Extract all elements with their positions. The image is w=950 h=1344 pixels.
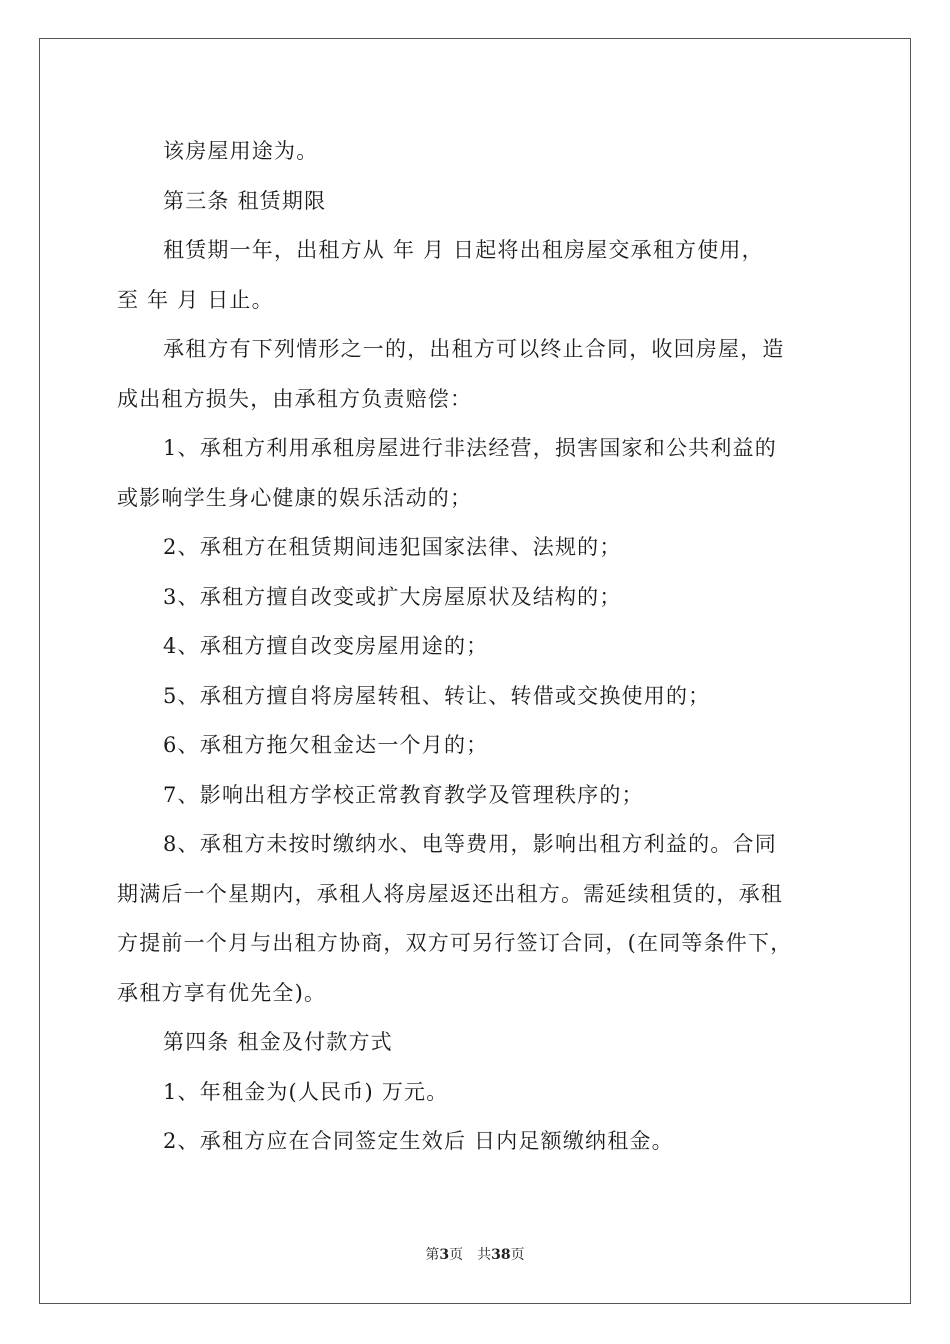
- text-line: 或影响学生身心健康的娱乐活动的；: [117, 485, 473, 510]
- text-line: 承租方享有优先全)。: [117, 980, 327, 1005]
- text-line: 该房屋用途为。: [163, 139, 319, 163]
- text-line: 方提前一个月与出租方协商，双方可另行签订合同，(在同等条件下，: [117, 931, 793, 955]
- list-item: 5、承租方擅自将房屋转租、转让、转借或交换使用的；: [163, 683, 711, 708]
- section-heading: 第四条 租金及付款方式: [163, 1030, 393, 1054]
- text-line: 期满后一个星期内，承租人将房屋返还出租方。需延续租赁的，承租: [117, 881, 783, 906]
- page-number: 3: [439, 1247, 450, 1263]
- list-item: 7、影响出租方学校正常教育教学及管理秩序的；: [163, 782, 644, 807]
- list-item: 1、承租方利用承租房屋进行非法经营，损害国家和公共利益的: [163, 436, 777, 460]
- total-prefix: 共: [477, 1247, 492, 1263]
- list-item: 4、承租方擅自改变房屋用途的；: [163, 634, 489, 658]
- page-footer: [0, 1244, 950, 1264]
- list-item: 6、承租方拖欠租金达一个月的；: [163, 733, 489, 757]
- text-line: 承租方有下列情形之一的，出租方可以终止合同，收回房屋，造: [163, 337, 785, 361]
- page-prefix: 第: [425, 1247, 440, 1263]
- text-line: 至 年 月 日止。: [117, 287, 274, 312]
- section-heading: 第三条 租赁期限: [163, 188, 327, 213]
- total-suffix: 页: [510, 1247, 525, 1263]
- text-line: 成出租方损失，由承租方负责赔偿：: [117, 386, 473, 411]
- total-pages: 38: [491, 1247, 511, 1263]
- page-suffix: 页: [449, 1247, 464, 1263]
- list-item: 3、承租方擅自改变或扩大房屋原状及结构的；: [163, 584, 622, 609]
- document-body: [117, 127, 837, 1167]
- list-item: 1、年租金为(人民币) 万元。: [163, 1079, 449, 1104]
- list-item: 8、承租方未按时缴纳水、电等费用，影响出租方利益的。合同: [163, 832, 777, 856]
- list-item: 2、承租方应在合同签定生效后 日内足额缴纳租金。: [163, 1129, 674, 1153]
- text-line: 租赁期一年，出租方从 年 月 日起将出租房屋交承租方使用，: [163, 238, 764, 262]
- list-item: 2、承租方在租赁期间违犯国家法律、法规的；: [163, 535, 622, 559]
